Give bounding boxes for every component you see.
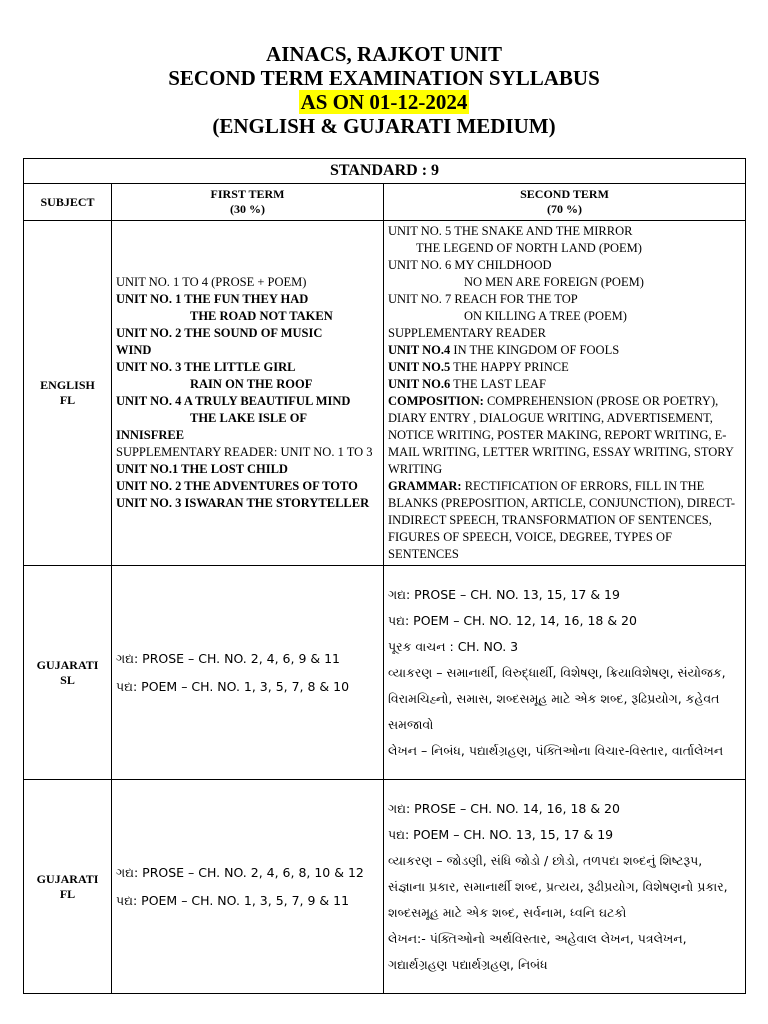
gujarati-fl-first-term: ગદ્ય: PROSE – CH. NO. 2, 4, 6, 8, 10 & 12 પદ્ય: POEM – CH. NO. 1, 3, 5, 7, 9 & 11 <box>112 780 384 994</box>
first-term-column-header: FIRST TERM (30 %) <box>112 184 384 221</box>
standard-heading: STANDARD : 9 <box>24 159 746 184</box>
subject-gujarati-sl: GUJARATI SL <box>24 566 112 780</box>
subject-english-fl: ENGLISH FL <box>24 221 112 566</box>
subject-gujarati-fl: GUJARATI FL <box>24 780 112 994</box>
gujarati-fl-second-term: ગદ્ય: PROSE – CH. NO. 14, 16, 18 & 20 પદ્ય: POEM – CH. NO. 13, 15, 17 & 19 વ્યાકરણ – જોડણી, સંધિ જોડો / છોડો, તળપદા શબ્દનું શિષ્ટરૂપ, સંજ્ઞાના પ્રકાર, સમાનાર્થી શબ્દ, પ્રત્યય, રૂઢીપ્રયોગ, વિશેષણનો પ્રકાર, શબ્દસમૂહ માટે એક શબ્દ, સર્વનામ, ધ્વનિ ઘટકો લેખન:- પંક્તિઓનો અર્થવિસ્તાર, અહેવાલ લેખન, પત્રલેખન, ગદ્યાર્થગ્રહણ પદ્યાર્થગ્રહણ, નિબંધ <box>384 780 746 994</box>
unit-title: AINACS, RAJKOT UNIT <box>266 42 502 66</box>
subject-column-header: SUBJECT <box>24 184 112 221</box>
second-term-column-header: SECOND TERM (70 %) <box>384 184 746 221</box>
medium-title: (ENGLISH & GUJARATI MEDIUM) <box>212 114 556 138</box>
syllabus-table <box>23 158 746 994</box>
table-row-gujarati-fl <box>24 780 746 994</box>
gujarati-sl-second-term: ગદ્ય: PROSE – CH. NO. 13, 15, 17 & 19 પદ્ય: POEM – CH. NO. 12, 14, 16, 18 & 20 પૂરક વાચન : CH. NO. 3 વ્યાકરણ – સમાનાર્થી, વિરુદ્ધાર્થી, વિશેષણ, ક્રિયાવિશેષણ, સંયોજક, વિરામચિહ્નો, સમાસ, શબ્દસમૂહ માટે એક શબ્દ, રૂઢિપ્રયોગ, કહેવત સમજાવો લેખન – નિબંધ, પદ્યાર્થગ્રહણ, પંક્તિઓના વિચાર-વિસ્તાર, વાર્તાલેખન <box>384 566 746 780</box>
table-row-gujarati-sl <box>24 566 746 780</box>
as-on-date: AS ON 01-12-2024 <box>300 90 468 114</box>
syllabus-title: SECOND TERM EXAMINATION SYLLABUS <box>168 66 600 90</box>
table-row-english-fl <box>24 221 746 566</box>
document-header <box>0 42 768 138</box>
english-second-term: UNIT NO. 5 THE SNAKE AND THE MIRROR THE LEGEND OF NORTH LAND (POEM) UNIT NO. 6 MY CHILDHOOD NO MEN ARE FOREIGN (POEM) UNIT NO. 7 REACH FOR THE TOP ON KILLING A TREE (POEM) SUPPLEMENTARY READER UNIT NO.4 IN THE KINGDOM OF FOOLS UNIT NO.5 THE HAPPY PRINCE UNIT NO.6 THE LAST LEAF COMPOSITION: COMPREHENSION (PROSE OR POETRY), DIARY ENTRY , DIALOGUE WRITING, ADVERTISEMENT, NOTICE WRITING, POSTER MAKING, REPORT WRITING, E-MAIL WRITING, LETTER WRITING, ESSAY WRITING, STORY WRITING GRAMMAR: RECTIFICATION OF ERRORS, FILL IN THE BLANKS (PREPOSITION, ARTICLE, CONJUNCTION), DIRECT-INDIRECT SPEECH, TRANSFORMATION OF SENTENCES, FIGURES OF SPEECH, VOICE, DEGREE, TYPES OF SENTENCES <box>384 221 746 566</box>
gujarati-sl-first-term: ગદ્ય: PROSE – CH. NO. 2, 4, 6, 9 & 11 પદ્ય: POEM – CH. NO. 1, 3, 5, 7, 8 & 10 <box>112 566 384 780</box>
english-first-term: UNIT NO. 1 TO 4 (PROSE + POEM) UNIT NO. 1 THE FUN THEY HAD THE ROAD NOT TAKEN UNIT NO. 2 THE SOUND OF MUSIC WIND UNIT NO. 3 THE LITTLE GIRL RAIN ON THE ROOF UNIT NO. 4 A TRULY BEAUTIFUL MIND THE LAKE ISLE OF INNISFREE SUPPLEMENTARY READER: UNIT NO. 1 TO 3 UNIT NO.1 THE LOST CHILD UNIT NO. 2 THE ADVENTURES OF TOTO UNIT NO. 3 ISWARAN THE STORYTELLER <box>112 221 384 566</box>
